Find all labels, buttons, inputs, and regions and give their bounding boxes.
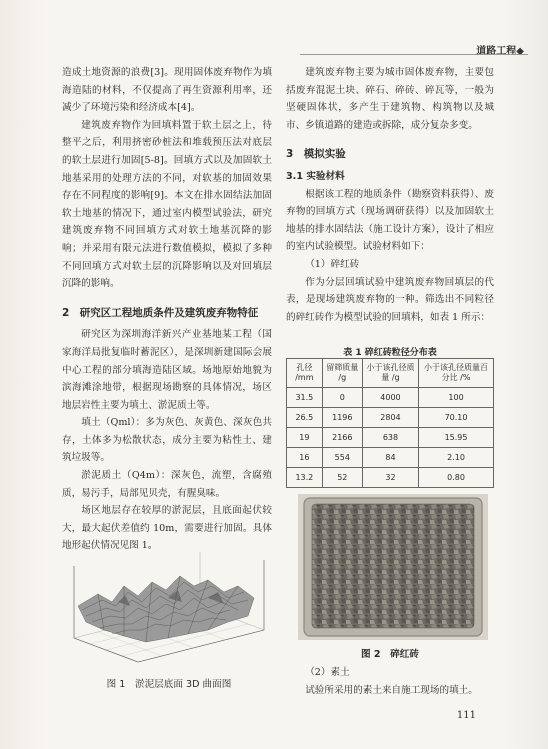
table-row	[287, 428, 494, 448]
table-cell: 2804	[362, 408, 418, 428]
table-cell: 2166	[322, 428, 362, 448]
right-paragraph-3: 作为分层回填试验中建筑废弃物回填层的代表，是现场建筑废弃物的一种。筛选出不同粒径的碎红砖作为模型试验的回填料，如表 1 所示：	[286, 276, 494, 323]
table-cell: 32	[362, 468, 418, 488]
left-paragraph-4: 填土（Qml）：多为灰色、灰黄色、深灰色共存，土体多为松散状态，成分主要为粘性土、建筑垃圾等。	[62, 417, 272, 464]
right-column-bottom	[286, 664, 494, 699]
table-cell: 13.2	[287, 468, 323, 488]
table-row	[287, 408, 494, 428]
table-cell: 2.10	[419, 448, 494, 468]
table-cell: 638	[362, 428, 418, 448]
table-cell: 0.80	[419, 468, 494, 488]
left-paragraph-3: 研究区为深圳海洋新兴产业基地某工程（国家海洋局批复临时蓄泥区），是深圳新建国际会展中心工程的部分填海造陆区域。场地原始地貌为滨海滩涂地带，根据现场勘察的具体情况，场区地层岩性主要为填土、淤泥质土等。	[62, 329, 272, 411]
table-cell: 70.10	[419, 408, 494, 428]
right-paragraph-2: 根据该工程的地质条件（勘察资料获得）、废弃物的回填方式（现场调研获得）以及加固软土地基的排水固结法（施工设计方案），设计了相应的室内试验模型。试验材料如下：	[286, 188, 494, 253]
table-cell: 26.5	[287, 408, 323, 428]
figure-1-3d-surface	[68, 546, 270, 668]
left-paragraph-5: 淤泥质土（Q4m）：深灰色，流塑，含腐殖质，易污手，局部见贝壳，有腥臭味。	[62, 470, 272, 499]
table-cell: 554	[322, 448, 362, 468]
figure-1-caption: 图 1 淤泥层底面 3D 曲面图	[106, 679, 232, 690]
table-1-particle-size	[286, 358, 494, 488]
table-row	[287, 468, 494, 488]
header-rule	[300, 54, 528, 55]
table-row	[287, 388, 494, 408]
section-2-heading: 2 研究区工程地质条件及建筑废弃物特征	[62, 306, 259, 319]
table-header-cell: 留筛质量 /g	[322, 359, 362, 388]
table-cell: 15.95	[419, 428, 494, 448]
table-cell: 84	[362, 448, 418, 468]
table-cell: 100	[419, 388, 494, 408]
table-1-caption: 表 1 碎红砖粒径分布表	[343, 348, 437, 358]
table-header-cell: 小于该孔径质量 /g	[362, 359, 418, 388]
table-cell: 52	[322, 468, 362, 488]
right-paragraph-1: 建筑废弃物主要为城市固体废弃物，主要包括废弃混泥土块、碎石、碎砖、碎瓦等，一般为坚硬固体状，多产生于建筑物、构筑物以及城市、乡镇道路的建造或拆除，成分复杂多变。	[286, 67, 494, 131]
left-paragraph-2: 建筑废弃物作为回填料置于软土层之上，待整平之后，利用挤密砂桩法和堆载预压法对底层的软土层进行加固[5-8]。回填方式以及加固软土地基采用的处理方法的不同，对软基的加固效果存在不同程度的影响[9]。本文在排水固结法加固软土地基的情况下，通过室内模型试验法，研究建筑废弃物不同回填方式对软土地基沉降的影响；并采用有限元法进行数值模拟，模拟了多种不同回填方式对软土层的沉降影响以及对回填层沉降的影响。	[62, 119, 272, 290]
figure-2-caption: 图 2 碎红砖	[361, 649, 419, 660]
figure-2-brick-photo	[298, 494, 488, 640]
table-cell: 16	[287, 448, 323, 468]
table-cell: 4000	[362, 388, 418, 408]
table-cell: 0	[322, 388, 362, 408]
table-row	[287, 448, 494, 468]
item-1-label: （1）碎红砖	[305, 258, 360, 270]
left-paragraph-6: 场区地层存在较厚的淤泥层，且底面起伏较大，最大起伏差值约 10m，需要进行加固。具体地形起伏情况见图 1。	[62, 505, 272, 552]
right-paragraph-4: 试验所采用的素土来自施工现场的填土。	[305, 684, 478, 696]
table-cell: 1196	[322, 408, 362, 428]
table-cell: 31.5	[287, 388, 323, 408]
table-header-cell: 孔径 /mm	[287, 359, 323, 388]
item-2-label: （2）素土	[305, 667, 350, 678]
section-3-1-heading: 3.1 实验材料	[286, 170, 345, 182]
left-column	[62, 64, 272, 555]
page-number: 111	[456, 710, 476, 721]
left-paragraph-1: 造成土地资源的浪费[3]。现用固体废弃物作为填海造陆的材料，不仅提高了再生资源利用率，还减少了环境污染和经济成本[4]。	[62, 67, 272, 114]
table-cell: 19	[287, 428, 323, 448]
table-header-row	[287, 359, 494, 388]
section-3-heading: 3 模拟实验	[286, 148, 346, 161]
table-header-cell: 小于该孔径质量百分比 /%	[419, 359, 494, 388]
journal-header: 道路工程◆	[476, 46, 524, 57]
right-column	[286, 64, 494, 326]
